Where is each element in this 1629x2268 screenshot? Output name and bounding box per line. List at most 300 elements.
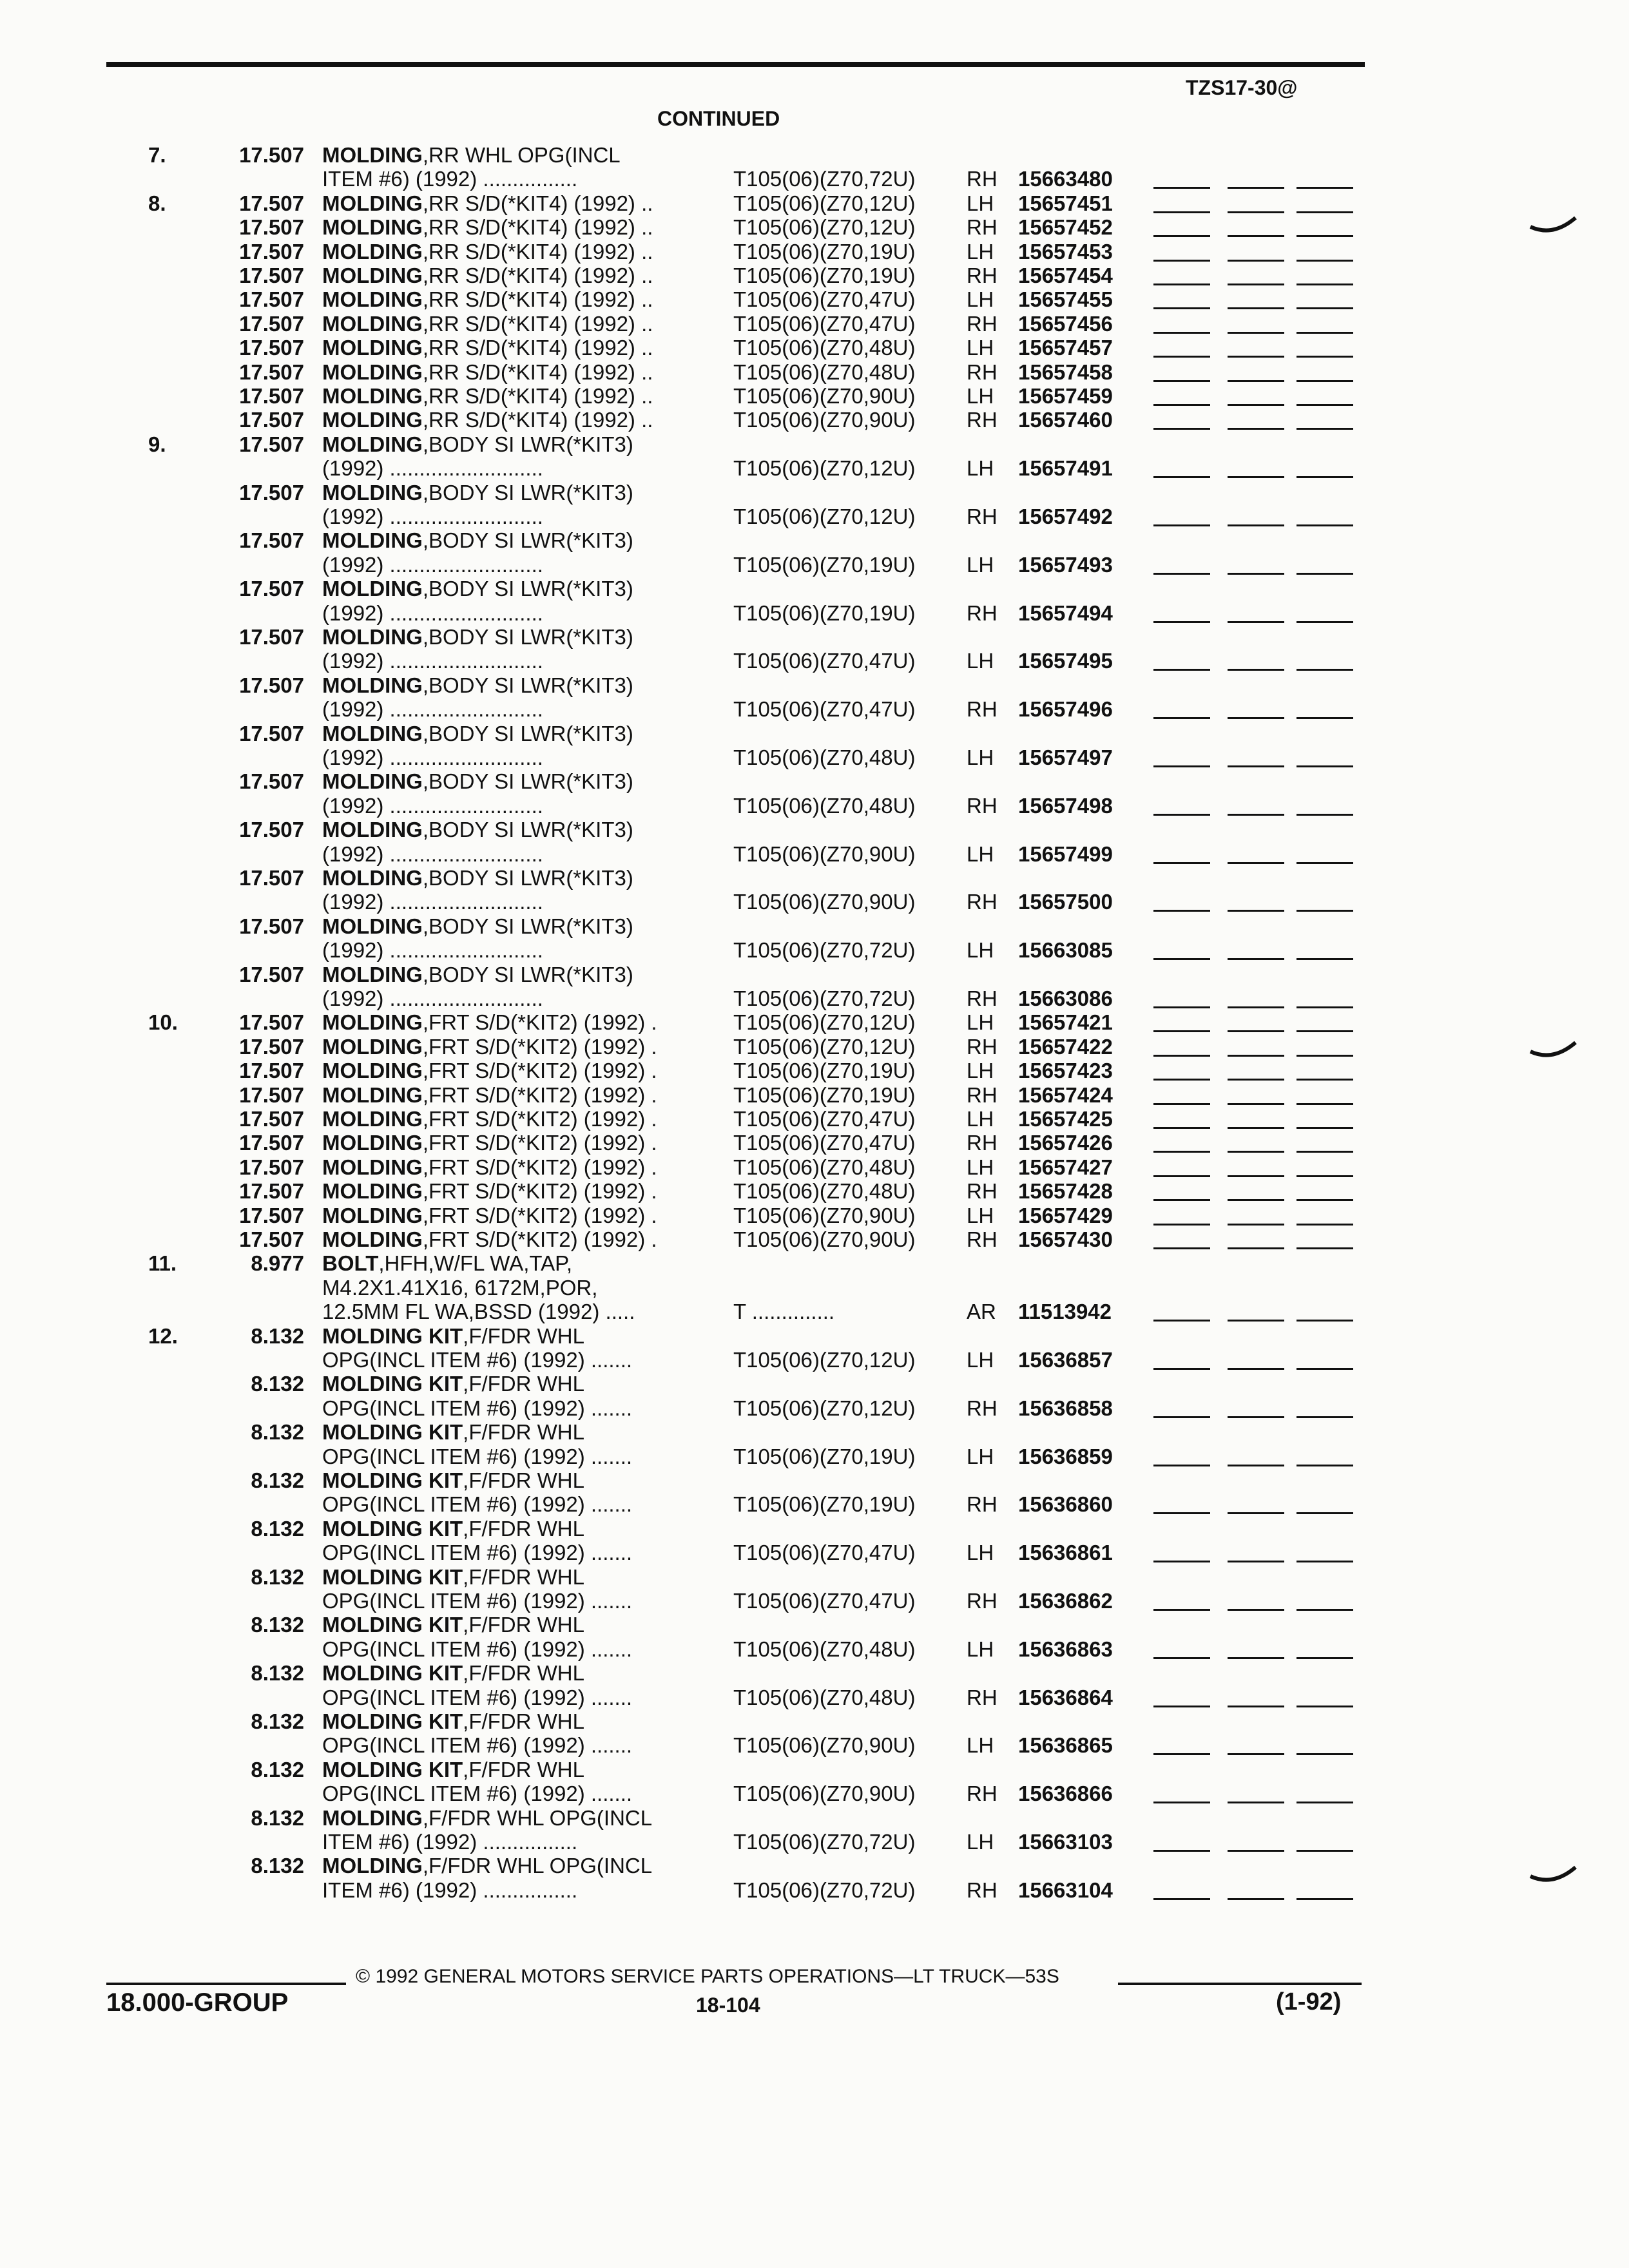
part-detail: ,RR S/D(*KIT4) (1992) .. (422, 311, 653, 336)
list-item (0, 1445, 1629, 1468)
side-code: LH (967, 1155, 994, 1179)
group-code: 17.507 (239, 1203, 304, 1227)
part-name: MOLDING (322, 1203, 423, 1227)
part-number: 15657495 (1018, 649, 1113, 673)
list-item (0, 577, 1629, 601)
group-code: 17.507 (239, 673, 304, 697)
blank-line (1153, 1103, 1210, 1105)
part-description (322, 1324, 709, 1349)
blank-line (1228, 1127, 1284, 1129)
part-description (322, 1251, 709, 1276)
blank-line (1153, 862, 1210, 864)
group-code: 17.507 (239, 818, 304, 842)
side-code: RH (967, 311, 998, 336)
part-name: MOLDING (322, 384, 423, 408)
blank-line (1153, 1802, 1210, 1803)
blank-line (1296, 1175, 1353, 1177)
list-item (0, 1782, 1629, 1805)
part-description (322, 577, 709, 601)
part-number: 15636858 (1018, 1396, 1113, 1420)
blank-line (1296, 1103, 1353, 1105)
part-number: 15657496 (1018, 697, 1113, 722)
part-number: 15657425 (1018, 1107, 1113, 1131)
side-code: LH (967, 456, 994, 481)
part-description (322, 240, 709, 264)
part-detail: 12.5MM FL WA,BSSD (1992) ..... (322, 1300, 635, 1324)
blank-line (1153, 910, 1210, 912)
list-item (0, 1565, 1629, 1589)
footer-rule-right (1118, 1983, 1362, 1985)
part-name: MOLDING (322, 1805, 423, 1830)
list-item (0, 722, 1629, 745)
blank-line (1153, 1465, 1210, 1466)
model-code: T105(06)(Z70,47U) (733, 311, 916, 336)
blank-line (1296, 1030, 1353, 1032)
blank-line (1228, 1175, 1284, 1177)
part-detail: ,F/FDR WHL (463, 1613, 584, 1637)
blank-line (1153, 1512, 1210, 1514)
model-code: T105(06)(Z70,90U) (733, 1733, 916, 1758)
part-name: MOLDING (322, 287, 423, 312)
part-name: BOLT (322, 1251, 379, 1276)
part-name: MOLDING (322, 1107, 423, 1131)
part-name: MOLDING (322, 408, 423, 432)
part-name: MOLDING (322, 480, 423, 505)
part-detail: ,BODY SI LWR(*KIT3) (422, 962, 633, 986)
list-item (0, 336, 1629, 360)
page-code: TZS17-30@ (1186, 76, 1298, 99)
group-code: 8.132 (251, 1709, 304, 1733)
group-code: 17.507 (239, 1179, 304, 1204)
part-description (322, 1806, 709, 1831)
blank-line (1296, 187, 1353, 189)
side-code: LH (967, 1733, 994, 1758)
part-name: MOLDING (322, 1155, 423, 1179)
blank-line (1296, 307, 1353, 309)
blank-line (1228, 1850, 1284, 1852)
blank-line (1153, 404, 1210, 406)
blank-line (1153, 1898, 1210, 1900)
blank-line (1153, 765, 1210, 767)
model-code: T105(06)(Z70,48U) (733, 793, 916, 818)
blank-line (1228, 1465, 1284, 1466)
footer-rule-left (106, 1983, 346, 1985)
blank-line (1296, 1609, 1353, 1611)
blank-line (1228, 235, 1284, 237)
part-detail: ,BODY SI LWR(*KIT3) (422, 818, 633, 842)
part-name: MOLDING KIT (322, 1757, 463, 1782)
list-item (0, 1348, 1629, 1372)
check-mark (1527, 213, 1579, 238)
blank-line (1296, 1320, 1353, 1321)
group-code: 17.507 (239, 1131, 304, 1155)
model-code: T105(06)(Z70,48U) (733, 745, 916, 769)
blank-line (1228, 332, 1284, 334)
group-code: 17.507 (239, 287, 304, 312)
blank-line (1228, 404, 1284, 406)
part-detail: ,F/FDR WHL (463, 1757, 584, 1782)
blank-line (1153, 573, 1210, 575)
blank-line (1228, 1151, 1284, 1153)
part-name: MOLDING (322, 1010, 423, 1035)
list-item (0, 1251, 1629, 1275)
part-description (322, 818, 709, 842)
part-description (322, 1878, 709, 1903)
blank-line (1153, 717, 1210, 719)
part-description (322, 553, 709, 577)
list-item (0, 1035, 1629, 1059)
part-detail: OPG(INCL ITEM #6) (1992) ....... (322, 1685, 633, 1709)
part-detail: ,F/FDR WHL (463, 1516, 584, 1541)
blank-line (1296, 1079, 1353, 1081)
blank-line (1153, 1224, 1210, 1225)
list-item (0, 408, 1629, 432)
side-code: RH (967, 264, 998, 287)
part-detail: ,F/FDR WHL (463, 1323, 584, 1348)
blank-line (1296, 1247, 1353, 1249)
part-number: 15636857 (1018, 1348, 1113, 1372)
part-description (322, 1107, 709, 1131)
side-code: LH (967, 649, 994, 673)
side-code: RH (967, 1179, 998, 1204)
list-item (0, 1637, 1629, 1661)
blank-line (1153, 187, 1210, 189)
list-item (0, 697, 1629, 721)
list-item (0, 1541, 1629, 1564)
model-code: T105(06)(Z70,72U) (733, 1878, 916, 1902)
group-code: 17.507 (239, 191, 304, 215)
part-number: 15636860 (1018, 1492, 1113, 1517)
item-number: 11. (148, 1251, 177, 1276)
blank-line (1228, 1802, 1284, 1803)
group-code: 8.132 (251, 1613, 304, 1637)
part-number: 15657422 (1018, 1034, 1113, 1059)
part-name: MOLDING (322, 1131, 423, 1155)
blank-line (1296, 1006, 1353, 1008)
model-code: T105(06)(Z70,12U) (733, 505, 916, 528)
blank-line (1296, 1657, 1353, 1659)
part-name: MOLDING KIT (322, 1420, 463, 1445)
part-name: MOLDING (322, 673, 423, 697)
part-name: MOLDING KIT (322, 1564, 463, 1589)
model-code: T105(06)(Z70,19U) (733, 1082, 916, 1107)
list-item (0, 1083, 1629, 1107)
part-detail: (1992) .......................... (322, 505, 543, 528)
blank-line (1228, 621, 1284, 623)
part-description (322, 1709, 709, 1734)
group-code: 17.507 (239, 311, 304, 336)
blank-line (1228, 958, 1284, 960)
part-description (322, 1083, 709, 1108)
part-name: MOLDING (322, 311, 423, 336)
model-code: T105(06)(Z70,12U) (733, 456, 916, 481)
part-number: 15657455 (1018, 287, 1113, 312)
side-code: LH (967, 745, 994, 769)
group-code: 8.132 (251, 1420, 304, 1445)
blank-line (1228, 260, 1284, 262)
part-name: MOLDING (322, 360, 423, 384)
blank-line (1228, 1320, 1284, 1321)
part-description (322, 384, 709, 408)
list-item (0, 1806, 1629, 1830)
list-item (0, 938, 1629, 962)
blank-line (1296, 1561, 1353, 1562)
blank-line (1296, 958, 1353, 960)
list-item (0, 769, 1629, 793)
group-code: 17.507 (239, 866, 304, 890)
group-code: 17.507 (239, 769, 304, 794)
part-description (322, 649, 709, 673)
part-name: MOLDING (322, 239, 423, 264)
part-detail: OPG(INCL ITEM #6) (1992) ....... (322, 1444, 633, 1468)
part-description (322, 1517, 709, 1541)
blank-line (1153, 1416, 1210, 1418)
part-description (322, 191, 709, 216)
blank-line (1296, 356, 1353, 358)
blank-line (1153, 1175, 1210, 1177)
revision-date: (1-92) (1276, 1988, 1342, 2015)
blank-line (1153, 1247, 1210, 1249)
model-code: T105(06)(Z70,12U) (733, 191, 916, 215)
part-detail: (1992) .......................... (322, 841, 543, 866)
side-code: LH (967, 1203, 994, 1227)
part-description (322, 408, 709, 432)
part-number: 11513942 (1018, 1300, 1112, 1324)
blank-line (1153, 235, 1210, 237)
blank-line (1153, 958, 1210, 960)
blank-line (1228, 380, 1284, 382)
list-item (0, 1758, 1629, 1782)
side-code: RH (967, 1082, 998, 1107)
group-code: 17.507 (239, 1059, 304, 1083)
list-item (0, 1204, 1629, 1227)
blank-line (1228, 1609, 1284, 1611)
blank-line (1296, 910, 1353, 912)
part-number: 15657456 (1018, 311, 1113, 336)
list-item (0, 1661, 1629, 1685)
part-detail: OPG(INCL ITEM #6) (1992) ....... (322, 1782, 633, 1806)
list-item (0, 963, 1629, 986)
part-description (322, 1396, 709, 1421)
side-code: RH (967, 408, 998, 432)
part-number: 15657459 (1018, 384, 1113, 408)
part-detail: ,RR S/D(*KIT4) (1992) .. (422, 239, 653, 264)
part-detail: ITEM #6) (1992) ................ (322, 167, 578, 191)
model-code: T105(06)(Z70,12U) (733, 1034, 916, 1059)
blank-line (1228, 1657, 1284, 1659)
part-description (322, 1492, 709, 1517)
part-number: 15657457 (1018, 336, 1113, 360)
side-code: AR (967, 1300, 996, 1324)
part-description (322, 938, 709, 963)
part-description (322, 336, 709, 360)
part-name: MOLDING (322, 962, 423, 986)
side-code: RH (967, 360, 998, 384)
blank-line (1228, 1753, 1284, 1755)
part-detail: ,F/FDR WHL (463, 1420, 584, 1445)
blank-line (1228, 1561, 1284, 1562)
list-item (0, 528, 1629, 552)
part-number: 15636862 (1018, 1589, 1113, 1613)
part-detail: ,BODY SI LWR(*KIT3) (422, 769, 633, 794)
blank-line (1228, 428, 1284, 430)
side-code: RH (967, 1589, 998, 1613)
side-code: RH (967, 1227, 998, 1251)
list-item (0, 1131, 1629, 1155)
group-code: 17.507 (239, 1082, 304, 1107)
blank-line (1228, 307, 1284, 309)
part-detail: ,FRT S/D(*KIT2) (1992) . (422, 1034, 657, 1059)
blank-line (1153, 428, 1210, 430)
list-item (0, 1179, 1629, 1203)
part-name: MOLDING (322, 577, 423, 601)
blank-line (1296, 765, 1353, 767)
part-detail: ,F/FDR WHL (463, 1372, 584, 1396)
part-detail: (1992) .......................... (322, 649, 543, 673)
blank-line (1153, 621, 1210, 623)
part-detail: OPG(INCL ITEM #6) (1992) ....... (322, 1348, 633, 1372)
model-code: T105(06)(Z70,48U) (733, 360, 916, 384)
item-number: 8. (148, 191, 166, 215)
item-number: 7. (148, 143, 166, 167)
list-item (0, 456, 1629, 480)
part-number: 15657500 (1018, 890, 1113, 914)
list-item (0, 505, 1629, 528)
list-item (0, 1468, 1629, 1492)
part-description (322, 890, 709, 914)
blank-line (1296, 862, 1353, 864)
part-detail: OPG(INCL ITEM #6) (1992) ....... (322, 1541, 633, 1565)
part-description (322, 1830, 709, 1854)
part-number: 15657429 (1018, 1203, 1113, 1227)
model-code: T105(06)(Z70,47U) (733, 649, 916, 673)
side-code: LH (967, 938, 994, 963)
blank-line (1228, 1079, 1284, 1081)
blank-line (1153, 1706, 1210, 1707)
blank-line (1296, 573, 1353, 575)
part-name: MOLDING (322, 818, 423, 842)
list-item (0, 432, 1629, 456)
part-detail: (1992) .......................... (322, 745, 543, 769)
side-code: RH (967, 697, 998, 722)
side-code: RH (967, 1034, 998, 1059)
model-code: T105(06)(Z70,19U) (733, 264, 916, 287)
model-code: T105(06)(Z70,19U) (733, 601, 916, 625)
part-detail: ,F/FDR WHL (463, 1564, 584, 1589)
part-description (322, 745, 709, 770)
blank-line (1153, 1030, 1210, 1032)
blank-line (1228, 1416, 1284, 1418)
group-code: 8.977 (251, 1251, 304, 1276)
part-number: 15657426 (1018, 1131, 1113, 1155)
part-detail: ,FRT S/D(*KIT2) (1992) . (422, 1131, 657, 1155)
list-item (0, 1589, 1629, 1613)
group-code: 17.507 (239, 625, 304, 649)
blank-line (1296, 1368, 1353, 1370)
blank-line (1296, 332, 1353, 334)
part-number: 15657498 (1018, 793, 1113, 818)
side-code: RH (967, 986, 998, 1010)
part-detail: OPG(INCL ITEM #6) (1992) ....... (322, 1396, 633, 1420)
part-description (322, 1589, 709, 1613)
part-detail: (1992) .......................... (322, 697, 543, 722)
part-name: MOLDING (322, 866, 423, 890)
blank-line (1228, 1247, 1284, 1249)
part-number: 15657499 (1018, 841, 1113, 866)
blank-line (1296, 380, 1353, 382)
list-item (0, 914, 1629, 938)
list-item (0, 312, 1629, 336)
blank-line (1296, 260, 1353, 262)
blank-line (1228, 284, 1284, 285)
part-name: MOLDING KIT (322, 1516, 463, 1541)
part-number: 15657423 (1018, 1059, 1113, 1083)
model-code: T105(06)(Z70,48U) (733, 1637, 916, 1661)
list-item (0, 143, 1629, 167)
list-item (0, 481, 1629, 505)
part-description (322, 1420, 709, 1445)
part-number: 15657428 (1018, 1179, 1113, 1204)
list-item (0, 1854, 1629, 1878)
list-item (0, 673, 1629, 697)
part-name: MOLDING (322, 143, 423, 167)
group-code: 17.507 (239, 577, 304, 601)
blank-line (1153, 814, 1210, 816)
part-description (322, 1733, 709, 1758)
part-name: MOLDING (322, 1034, 423, 1059)
part-name: MOLDING (322, 215, 423, 240)
part-name: MOLDING KIT (322, 1661, 463, 1686)
part-name: MOLDING KIT (322, 1709, 463, 1733)
group-code: 8.132 (251, 1854, 304, 1878)
blank-line (1296, 404, 1353, 406)
part-description (322, 1179, 709, 1204)
blank-line (1296, 1802, 1353, 1803)
model-code: T105(06)(Z70,19U) (733, 1444, 916, 1468)
blank-line (1153, 1006, 1210, 1008)
part-number: 15636864 (1018, 1685, 1113, 1709)
blank-line (1296, 235, 1353, 237)
part-description (322, 312, 709, 336)
part-number: 15657454 (1018, 264, 1113, 287)
part-detail: ITEM #6) (1992) ................ (322, 1878, 578, 1902)
side-code: RH (967, 1782, 998, 1806)
blank-line (1153, 380, 1210, 382)
blank-line (1296, 1465, 1353, 1466)
part-description (322, 143, 709, 168)
part-number: 15636866 (1018, 1782, 1113, 1806)
part-detail: (1992) .......................... (322, 552, 543, 577)
part-number: 15663104 (1018, 1878, 1113, 1902)
part-description (322, 1637, 709, 1662)
part-detail: ,FRT S/D(*KIT2) (1992) . (422, 1179, 657, 1204)
part-description (322, 1613, 709, 1637)
model-code: T105(06)(Z70,47U) (733, 697, 916, 722)
part-number: 15657493 (1018, 552, 1113, 577)
blank-line (1296, 211, 1353, 213)
list-item (0, 649, 1629, 673)
part-name: MOLDING KIT (322, 1613, 463, 1637)
blank-line (1296, 428, 1353, 430)
group-code: 8.132 (251, 1805, 304, 1830)
list-item (0, 986, 1629, 1010)
part-description (322, 1661, 709, 1686)
part-detail: ,F/FDR WHL OPG(INCL (422, 1854, 653, 1878)
model-code: T105(06)(Z70,47U) (733, 1541, 916, 1565)
part-detail: (1992) .......................... (322, 601, 543, 625)
blank-line (1296, 476, 1353, 478)
list-item (0, 1709, 1629, 1733)
